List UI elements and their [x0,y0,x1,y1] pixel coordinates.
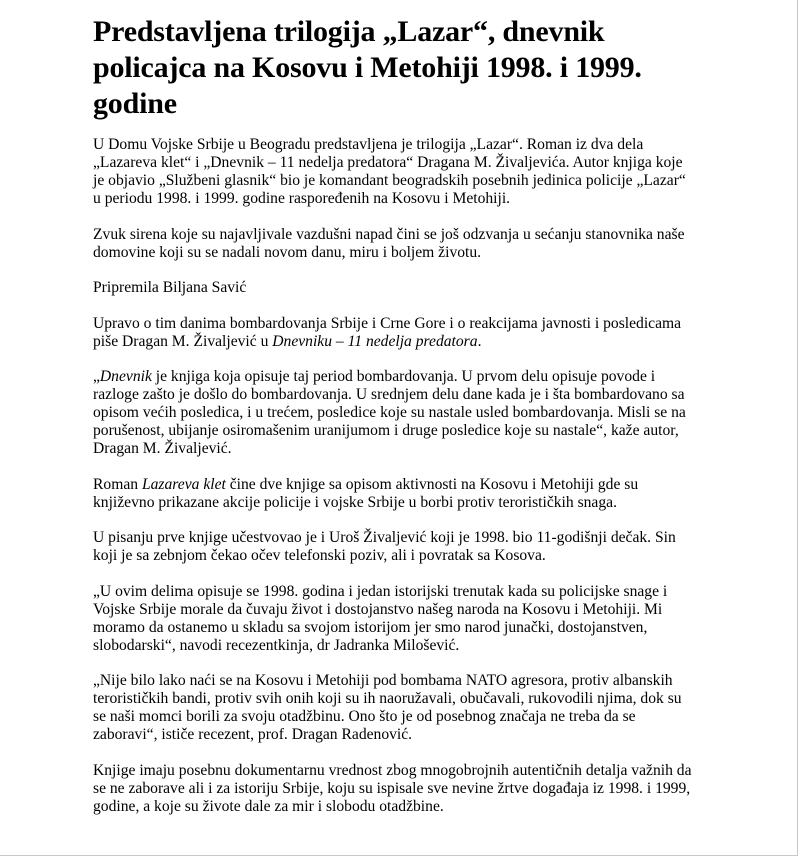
article-paragraph [93,583,693,655]
article-paragraph [93,762,693,816]
paragraph-text: je knjiga koja opisuje taj period bombardovanja. U prvom delu opisuje povode i razloge zašto je došlo do bombardovanja. U srednjem delu dane kada je i šta bombardovano sa opisom većih posledica, i u trećem, posledice koje su nastale usled bombardovanja. Misli se na porušenost, ubijanje osiromašenim uranijumom i druge posledice koje su nastale“, kaže autor, Dragan M. Živaljević. [93,368,686,457]
paragraph-text: U Domu Vojske Srbije u Beogradu predstavljena je trilogija „Lazar“. Roman iz dva dela „Lazareva klet“ i „Dnevnik – 11 nedelja predatora“ Dragana M. Živaljevića. Autor knjiga koje je objavio „Službeni glasnik“ bio je komandant beogradskih posebnih jedinica policije „Lazar“ u periodu 1998. i 1999. godine raspoređenih na Kosovu i Metohiji. [93,136,686,207]
article-paragraph [93,279,693,297]
article-paragraph [93,136,693,208]
paragraph-text: Upravo o tim danima bombardovanja Srbije i Crne Gore i o reakcijama javnosti i posledicama piše Dragan M. Živaljević u [93,314,682,350]
italic-title-text: Lazareva klet [141,475,226,493]
paragraph-text: . [477,332,482,350]
paragraph-text: Roman [93,475,142,493]
paragraph-text: U pisanju prve knjige učestvovao je i Uroš Živaljević koji je 1998. bio 11-godišnji dečak. Sin koji je sa zebnjom čekao očev telefonski poziv, ali i povratak sa Kosova. [93,529,676,564]
paragraph-text: Knjige imaju posebnu dokumentarnu vrednost zbog mnogobrojnih autentičnih detalja važnih da se ne zaborave ali i za istoriju Srbije, koju su ispisale sve nevine žrtve događaja iz 1998. i 1999, godine, a koje su živote dale za mir i slobodu otadžbine. [93,761,692,815]
article-paragraph [93,368,693,458]
italic-title-text: Dnevniku – 11 nedelja predatora [272,332,478,350]
paragraph-text: Zvuk sirena koje su najavljivale vazdušni napad čini se još odzvanja u sećanju stanovnika naše domovine koji su se nadali novom danu, miru i boljem životu. [93,225,685,261]
paragraph-text: „Nije bilo lako naći se na Kosovu i Metohiji pod bombama NATO agresora, protiv albanskih terorističkih bandi, protiv svih onih koji su ih naoružavali, obučavali, rukovodili njima, dok su se naši momci borili za svoju otadžbinu. Ono što je od posebnog značaja ne treba da se zaboravi“, ističe recezent, prof. Dragan Radenović. [93,672,682,743]
paragraph-text: „U ovim delima opisuje se 1998. godina i jedan istorijski trenutak kada su policijske snage i Vojske Srbije morale da čuvaju život i dostojanstvo našeg naroda na Kosovu i Metohiji. Mi moramo da ostanemo u skladu sa svojom istorijom jer smo narod junački, dostojanstven, slobodarski“, navodi recezentkinja, dr Jadranka Milošević. [93,582,668,654]
article-paragraph [93,529,693,565]
italic-title-text: Dnevnik [99,368,152,385]
article [93,14,693,833]
paragraph-text: čine dve knjige sa opisom aktivnosti na Kosovu i Metohiji gde su književno prikazane akcije policije i vojske Srbije u borbi protiv terorističkih snaga. [93,475,639,511]
article-paragraph [93,672,693,744]
article-paragraph [93,315,693,351]
article-body [93,136,693,816]
article-paragraph [93,226,693,262]
paragraph-text: „ [93,368,100,385]
article-paragraph [93,476,693,512]
article-title: Predstavljena trilogija „Lazar“, dnevnik policajca na Kosovu i Metohiji 1998. i 1999. godine [93,15,642,120]
paragraph-text: Pripremila Biljana Savić [93,279,247,296]
